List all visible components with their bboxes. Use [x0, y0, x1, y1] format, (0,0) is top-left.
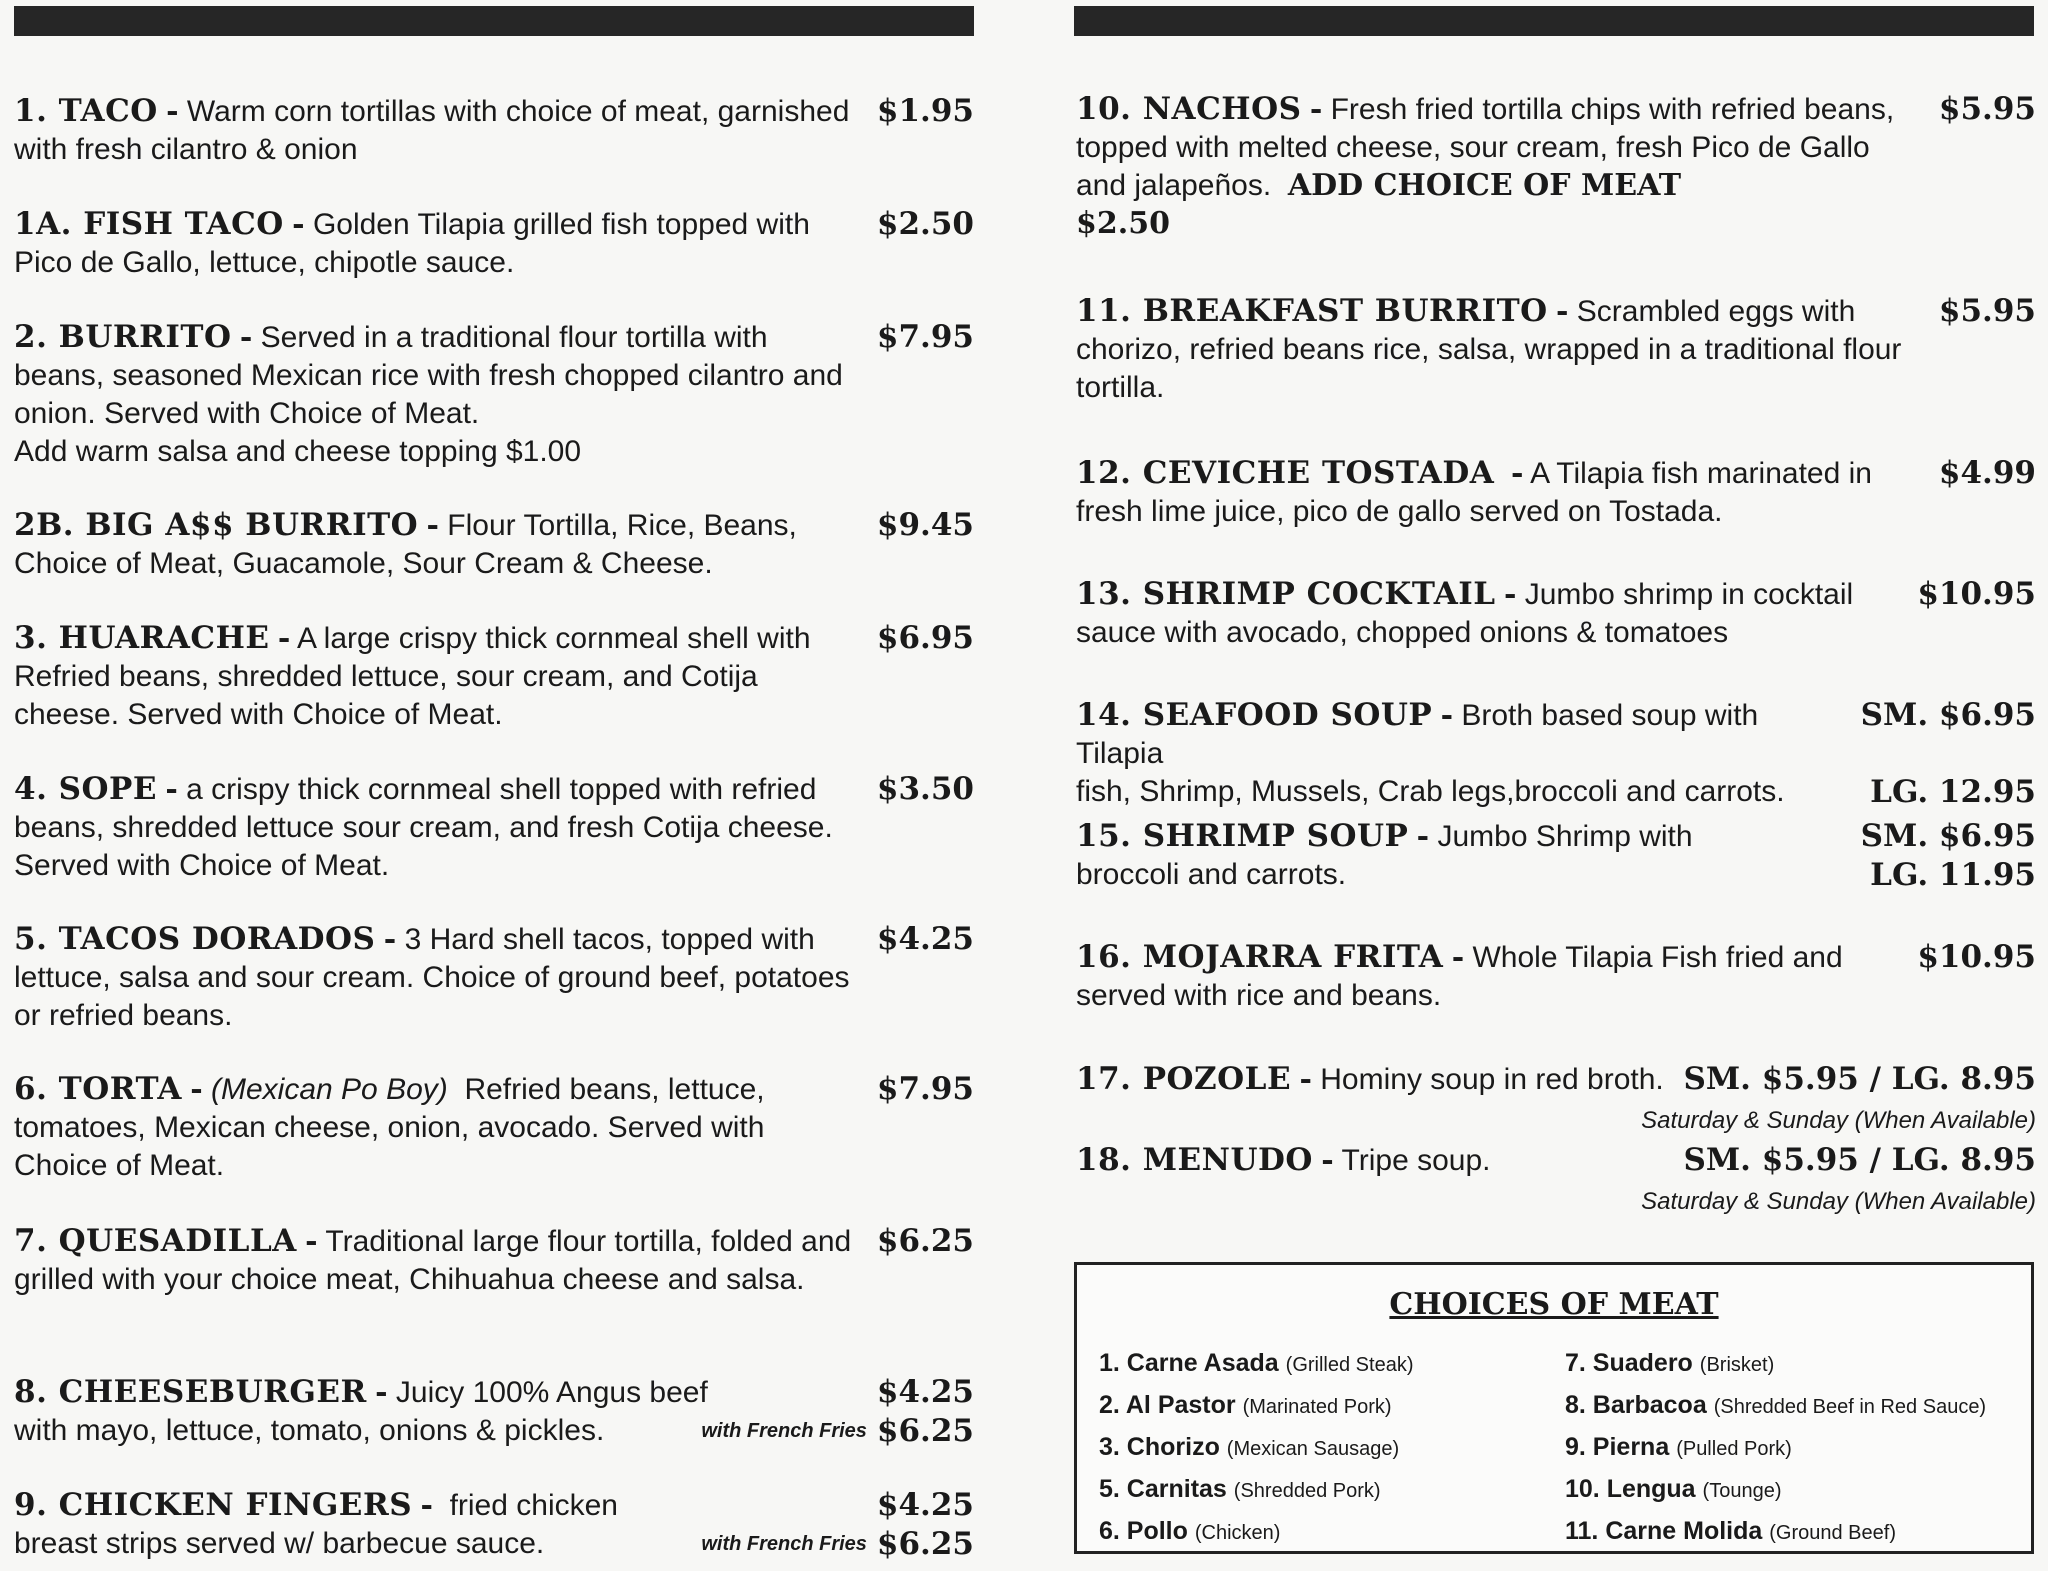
- meat-option: [1565, 1427, 1986, 1469]
- item-desc: Golden Tilapia grilled fish topped with Pico de Gallo, lettuce, chipotle sauce.: [14, 208, 810, 279]
- item-name: 3. HUARACHE: [14, 620, 270, 656]
- meat-option: [1099, 1385, 1413, 1427]
- menu-item-cheeseburger: 8. CHEESEBURGER - Juicy 100% Angus beef $4.25 with mayo, lettuce, tomato, onions & pickles. with French Fries $6.25: [14, 1374, 974, 1449]
- meat-desc: (Shredded Beef in Red Sauce): [1713, 1396, 1987, 1418]
- item-price: $6.95: [876, 620, 974, 656]
- item-name: 11. BREAKFAST BURRITO: [1076, 293, 1548, 329]
- meat-desc: (Brisket): [1699, 1354, 1775, 1376]
- menu-item-tacos-dorados: 5. TACOS DORADOS - 3 Hard shell tacos, topped with lettuce, salsa and sour cream. Choice of ground beef, potatoes or refried beans. $4.25: [14, 921, 974, 1032]
- item-name: 4. SOPE: [14, 771, 157, 807]
- item-price: $6.25: [876, 1223, 974, 1259]
- fries-price: $6.25: [876, 1413, 974, 1449]
- item-name: 9. CHICKEN FINGERS: [14, 1487, 413, 1523]
- item-price: $10.95: [1917, 939, 2036, 975]
- meat-desc: (Pulled Pork): [1676, 1438, 1792, 1460]
- meat-desc: (Mexican Sausage): [1226, 1438, 1400, 1460]
- meat-option: [1099, 1511, 1413, 1553]
- meat-option: [1099, 1427, 1413, 1469]
- item-desc: Traditional large flour tortilla, folded and grilled with your choice meat, Chihuahua cheese and salsa.: [14, 1225, 852, 1296]
- item-desc: Flour Tortilla, Rice, Beans, Choice of Meat, Guacamole, Sour Cream & Cheese.: [14, 509, 797, 580]
- item-name: 8. CHEESEBURGER: [14, 1374, 367, 1410]
- item-desc: a crispy thick cornmeal shell topped with refried beans, shredded lettuce sour cream, and fresh Cotija cheese. Served with Choice of Meat.: [14, 773, 833, 882]
- item-desc: Tripe soup.: [1341, 1144, 1491, 1177]
- menu-item-fish-taco: 1A. FISH TACO - Golden Tilapia grilled fish topped with Pico de Gallo, lettuce, chipotle sauce. $2.50: [14, 206, 974, 279]
- item-desc-line2: broccoli and carrots.: [1076, 858, 1347, 891]
- item-name: 6. TORTA: [14, 1071, 182, 1107]
- item-price: SM. $5.95 / LG. 8.95: [1683, 1142, 2036, 1178]
- item-extra: Add warm salsa and cheese topping $1.00: [14, 435, 582, 468]
- meat-desc: (Shredded Pork): [1233, 1480, 1381, 1502]
- item-price: SM. $6.95: [1860, 818, 2036, 854]
- header-bar-left: [14, 6, 974, 36]
- item-name: 7. QUESADILLA: [14, 1223, 297, 1259]
- item-price: $7.95: [876, 1071, 974, 1107]
- menu-item-ceviche-tostada: 12. CEVICHE TOSTADA - A Tilapia fish marinated in fresh lime juice, pico de gallo served on Tostada. $4.99: [1076, 455, 2036, 528]
- item-price: $9.45: [876, 507, 974, 543]
- item-name: 13. SHRIMP COCKTAIL: [1076, 576, 1496, 612]
- item-desc: A Tilapia fish marinated in fresh lime juice, pico de gallo served on Tostada.: [1076, 457, 1872, 528]
- item-name: 18. MENUDO: [1076, 1142, 1313, 1178]
- meat-desc: (Chicken): [1194, 1522, 1281, 1544]
- item-price: $4.99: [1938, 455, 2036, 491]
- menu-item-shrimp-soup: 15. SHRIMP SOUP - Jumbo Shrimp with SM. $6.95 broccoli and carrots. LG. 11.95: [1076, 818, 2036, 893]
- item-desc: Fresh fried tortilla chips with refried beans, topped with melted cheese, sour cream, fresh Pico de Gallo and jalapeños.: [1076, 93, 1895, 202]
- item-name: 2. BURRITO: [14, 319, 232, 355]
- item-addon: ADD CHOICE OF MEAT: [1287, 168, 1682, 203]
- item-price: SM. $5.95 / LG. 8.95: [1683, 1061, 2036, 1097]
- item-desc-line2: with mayo, lettuce, tomato, onions & pickles.: [14, 1414, 605, 1447]
- menu-item-menudo: 18. MENUDO - Tripe soup. SM. $5.95 / LG. 8.95: [1076, 1142, 2036, 1178]
- item-name: 2B. BIG A$$ BURRITO: [14, 507, 419, 543]
- menu-item-nachos: 10. NACHOS - Fresh fried tortilla chips with refried beans, topped with melted cheese, sour cream, fresh Pico de Gallo and jalapeños. ADD CHOICE OF MEAT $2.50 $5.95: [1076, 91, 2036, 241]
- item-name: 1. TACO: [14, 93, 158, 129]
- meat-name: 5. Carnitas: [1099, 1475, 1227, 1503]
- meat-desc: (Marinated Pork): [1242, 1396, 1392, 1418]
- meat-name: 9. Pierna: [1565, 1433, 1670, 1461]
- item-addon-price: $2.50: [1076, 206, 1170, 241]
- meat-desc: (Tounge): [1702, 1480, 1782, 1502]
- item-desc: Juicy 100% Angus beef: [395, 1376, 708, 1409]
- item-name: 17. POZOLE: [1076, 1061, 1292, 1097]
- item-name: 14. SEAFOOD SOUP: [1076, 697, 1433, 733]
- item-price: $5.95: [1938, 91, 2036, 127]
- meat-option: [1565, 1343, 1986, 1385]
- item-desc: Served in a traditional flour tortilla with beans, seasoned Mexican rice with fresh chopped cilantro and onion. Served with Choice of Meat.: [14, 321, 843, 430]
- item-price: $4.25: [876, 1487, 974, 1523]
- meat-option: [1565, 1511, 1986, 1553]
- menu-item-chicken-fingers: 9. CHICKEN FINGERS - fried chicken $4.25 breast strips served w/ barbecue sauce. with French Fries $6.25: [14, 1487, 974, 1562]
- meat-option: [1565, 1469, 1986, 1511]
- item-price: $5.95: [1938, 293, 2036, 329]
- meat-option: [1565, 1385, 1986, 1427]
- menu-item-big-burrito: 2B. BIG A$$ BURRITO - Flour Tortilla, Rice, Beans, Choice of Meat, Guacamole, Sour Cream & Cheese. $9.45: [14, 507, 974, 580]
- item-desc: Hominy soup in red broth.: [1320, 1063, 1664, 1096]
- item-desc-line2: fish, Shrimp, Mussels, Crab legs,broccoli and carrots.: [1076, 775, 1785, 808]
- meat-name: 6. Pollo: [1099, 1517, 1188, 1545]
- item-desc: Jumbo shrimp in cocktail sauce with avocado, chopped onions & tomatoes: [1076, 578, 1854, 649]
- item-name: 10. NACHOS: [1076, 91, 1302, 127]
- item-price: $3.50: [876, 771, 974, 807]
- item-desc: Warm corn tortillas with choice of meat, garnished with fresh cilantro & onion: [14, 95, 850, 166]
- item-desc: Jumbo Shrimp with: [1437, 820, 1693, 853]
- menu-item-torta: 6. TORTA - (Mexican Po Boy) Refried beans, lettuce, tomatoes, Mexican cheese, onion, avocado. Served with Choice of Meat. $7.95: [14, 1071, 974, 1182]
- meat-desc: (Grilled Steak): [1285, 1354, 1414, 1376]
- fries-label: with French Fries: [701, 1420, 867, 1442]
- item-desc: Whole Tilapia Fish fried and served with rice and beans.: [1076, 941, 1843, 1012]
- fries-price: $6.25: [876, 1526, 974, 1562]
- choices-of-meat-title: CHOICES OF MEAT: [1389, 1287, 1719, 1322]
- item-desc: A large crispy thick cornmeal shell with Refried beans, shredded lettuce, sour cream, and Cotija cheese. Served with Choice of Meat.: [14, 622, 811, 731]
- menu-item-burrito: 2. BURRITO - Served in a traditional flour tortilla with beans, seasoned Mexican rice with fresh chopped cilantro and onion. Served with Choice of Meat. Add warm salsa and cheese topping $1.00 $7.95: [14, 319, 974, 468]
- menu-item-breakfast-burrito: 11. BREAKFAST BURRITO - Scrambled eggs with chorizo, refried beans rice, salsa, wrapped in a traditional flour tortilla. $5.95: [1076, 293, 2036, 404]
- menu-item-seafood-soup: 14. SEAFOOD SOUP - Broth based soup with Tilapia SM. $6.95 fish, Shrimp, Mussels, Crab legs,broccoli and carrots. LG. 12.95: [1076, 697, 2036, 810]
- item-price: $7.95: [876, 319, 974, 355]
- meat-name: 7. Suadero: [1565, 1349, 1693, 1377]
- item-subtitle: (Mexican Po Boy): [211, 1073, 448, 1106]
- menu-item-sope: 4. SOPE - a crispy thick cornmeal shell topped with refried beans, shredded lettuce sour cream, and fresh Cotija cheese. Served with Choice of Meat. $3.50: [14, 771, 974, 882]
- meat-list-right: [1565, 1343, 1986, 1553]
- meat-name: 2. Al Pastor: [1099, 1391, 1236, 1419]
- menudo-availability-note: Saturday & Sunday (When Available): [1641, 1188, 2036, 1215]
- item-price: SM. $6.95: [1860, 697, 2036, 733]
- item-name: 1A. FISH TACO: [14, 206, 284, 242]
- item-desc: 3 Hard shell tacos, topped with lettuce, salsa and sour cream. Choice of ground beef, potatoes or refried beans.: [14, 923, 850, 1032]
- meat-name: 8. Barbacoa: [1565, 1391, 1707, 1419]
- fries-label: with French Fries: [701, 1533, 867, 1555]
- menu-item-pozole: 17. POZOLE - Hominy soup in red broth. SM. $5.95 / LG. 8.95: [1076, 1061, 2036, 1097]
- item-name: 16. MOJARRA FRITA: [1076, 939, 1444, 975]
- item-price: $4.25: [876, 1374, 974, 1410]
- meat-option: [1099, 1343, 1413, 1385]
- header-bar-right: [1074, 6, 2034, 36]
- item-desc: fried chicken: [449, 1489, 618, 1522]
- item-price-large: LG. 11.95: [1870, 857, 2036, 893]
- choices-of-meat-box: [1074, 1262, 2034, 1554]
- menu-item-taco: 1. TACO - Warm corn tortillas with choice of meat, garnished with fresh cilantro & onion $1.95: [14, 93, 974, 166]
- item-price: $4.25: [876, 921, 974, 957]
- item-name: 12. CEVICHE TOSTADA: [1076, 455, 1495, 491]
- item-desc-line2: breast strips served w/ barbecue sauce.: [14, 1527, 545, 1560]
- item-price: $2.50: [876, 206, 974, 242]
- item-desc: Refried beans, lettuce, tomatoes, Mexican cheese, onion, avocado. Served with Choice of Meat.: [14, 1073, 765, 1182]
- meat-name: 10. Lengua: [1565, 1475, 1696, 1503]
- menu-item-mojarra-frita: 16. MOJARRA FRITA - Whole Tilapia Fish fried and served with rice and beans. $10.95: [1076, 939, 2036, 1012]
- item-price: $1.95: [876, 93, 974, 129]
- pozole-availability-note: Saturday & Sunday (When Available): [1641, 1107, 2036, 1134]
- meat-name: 11. Carne Molida: [1565, 1517, 1763, 1545]
- item-name: 15. SHRIMP SOUP: [1076, 818, 1409, 854]
- item-name: 5. TACOS DORADOS: [14, 921, 376, 957]
- item-desc: Broth based soup with Tilapia: [1076, 699, 1759, 770]
- meat-option: [1099, 1469, 1413, 1511]
- meat-name: 1. Carne Asada: [1099, 1349, 1279, 1377]
- item-desc: Scrambled eggs with chorizo, refried beans rice, salsa, wrapped in a traditional flour tortilla.: [1076, 295, 1902, 404]
- meat-list-left: [1099, 1343, 1413, 1553]
- meat-desc: (Ground Beef): [1769, 1522, 1896, 1544]
- menu-item-shrimp-cocktail: 13. SHRIMP COCKTAIL - Jumbo shrimp in cocktail sauce with avocado, chopped onions & tomatoes $10.95: [1076, 576, 2036, 649]
- menu-item-quesadilla: 7. QUESADILLA - Traditional large flour tortilla, folded and grilled with your choice meat, Chihuahua cheese and salsa. $6.25: [14, 1223, 974, 1296]
- meat-name: 3. Chorizo: [1099, 1433, 1220, 1461]
- item-price-large: LG. 12.95: [1870, 774, 2036, 810]
- menu-item-huarache: 3. HUARACHE - A large crispy thick cornmeal shell with Refried beans, shredded lettuce, sour cream, and Cotija cheese. Served with Choice of Meat. $6.95: [14, 620, 974, 731]
- item-price: $10.95: [1917, 576, 2036, 612]
